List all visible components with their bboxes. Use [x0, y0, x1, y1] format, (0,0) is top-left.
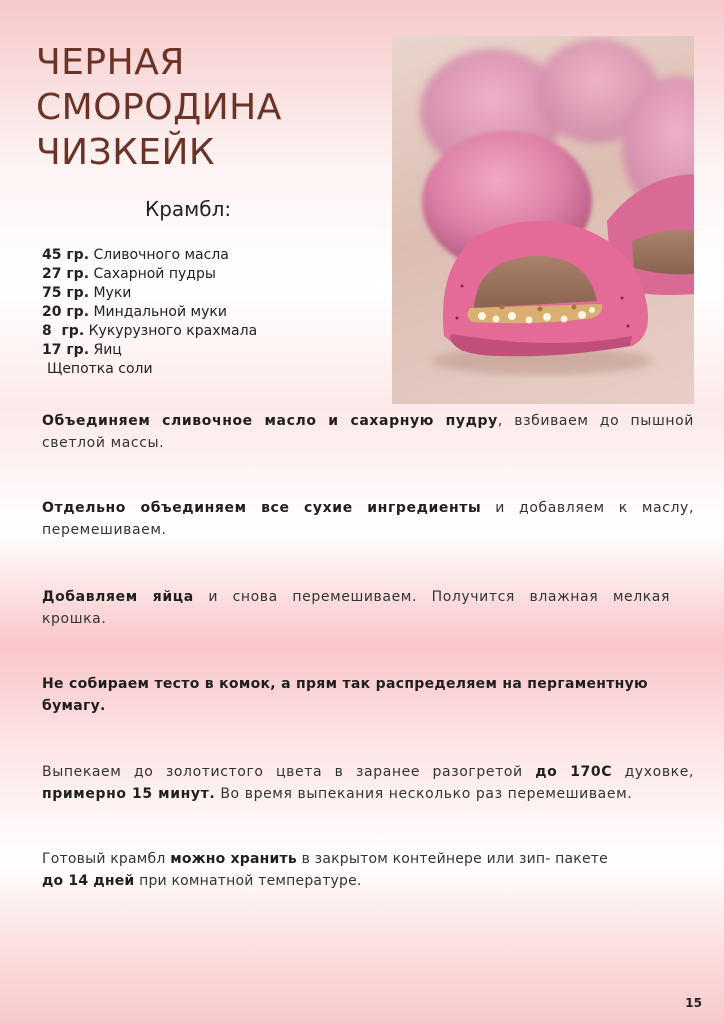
- page-title: [36, 40, 376, 175]
- step-4: [42, 673, 690, 717]
- step-6-text-2: в закрытом контейнере или зип- пакете: [296, 851, 608, 867]
- ingredient-qty: 27 гр.: [42, 266, 90, 282]
- ingredient-name: Сливочного масла: [93, 247, 229, 263]
- ingredient-item: [42, 284, 257, 303]
- ingredient-qty: 20 гр.: [42, 304, 90, 320]
- step-5-bold-2: примерно 15 минут.: [42, 786, 216, 802]
- step-2-text: и добавляем к маслу, перемешиваем.: [42, 500, 694, 538]
- title-line-1: ЧЕРНАЯ: [36, 42, 185, 83]
- step-4-bold: Не собираем тесто в комок, а прям так распределяем на пергаментную бумагу.: [42, 676, 648, 714]
- dessert-illustration: [392, 36, 694, 404]
- step-5-bold-1: до 170С: [535, 764, 613, 780]
- ingredient-list: [42, 246, 257, 379]
- step-5: [42, 761, 694, 805]
- step-6-text-3: при комнатной температуре.: [134, 873, 362, 889]
- ingredient-name: Муки: [93, 285, 132, 301]
- title-line-2: СМОРОДИНА: [36, 87, 282, 128]
- step-3-bold: Добавляем яйца: [42, 589, 194, 605]
- step-2-bold: Отдельно объединяем все сухие ингредиенты: [42, 500, 482, 516]
- ingredient-qty: 17 гр.: [42, 342, 90, 358]
- step-5-text-2: духовке,: [612, 764, 694, 780]
- title-line-3: ЧИЗКЕЙК: [36, 132, 215, 173]
- step-6: [42, 848, 694, 892]
- ingredient-item: [42, 265, 257, 284]
- ingredient-item: [42, 341, 257, 360]
- ingredient-qty: 8 гр.: [42, 323, 85, 339]
- section-title: Крамбл:: [145, 197, 232, 221]
- step-1: [42, 410, 694, 454]
- step-1-text: , взбиваем до пышной светлой массы.: [42, 413, 694, 451]
- ingredient-item: [42, 303, 257, 322]
- step-6-text-1: Готовый крамбл: [42, 851, 171, 867]
- ingredient-name: Яиц: [93, 342, 122, 358]
- dessert-photo: [392, 36, 694, 404]
- ingredient-salt: Щепотка соли: [47, 361, 153, 377]
- ingredient-name: Миндальной муки: [93, 304, 227, 320]
- ingredient-qty: 75 гр.: [42, 285, 90, 301]
- ingredient-item: [42, 246, 257, 265]
- step-5-text-1: Выпекаем до золотистого цвета в заранее разогретой: [42, 764, 536, 780]
- step-3: [42, 586, 670, 630]
- ingredient-qty: 45 гр.: [42, 247, 90, 263]
- step-6-bold-2: до 14 дней: [42, 873, 135, 889]
- page-number: 15: [685, 996, 702, 1010]
- ingredient-item: [42, 322, 257, 341]
- step-5-text-3: Во время выпекания несколько раз перемешиваем.: [215, 786, 633, 802]
- step-1-bold: Объединяем сливочное масло и сахарную пудру: [42, 413, 498, 429]
- ingredient-name: Сахарной пудры: [93, 266, 216, 282]
- step-2: [42, 497, 694, 541]
- ingredient-name: Кукурузного крахмала: [88, 323, 258, 339]
- step-6-bold-1: можно хранить: [170, 851, 297, 867]
- step-3-text: и снова перемешиваем. Получится влажная мелкая крошка.: [42, 589, 670, 627]
